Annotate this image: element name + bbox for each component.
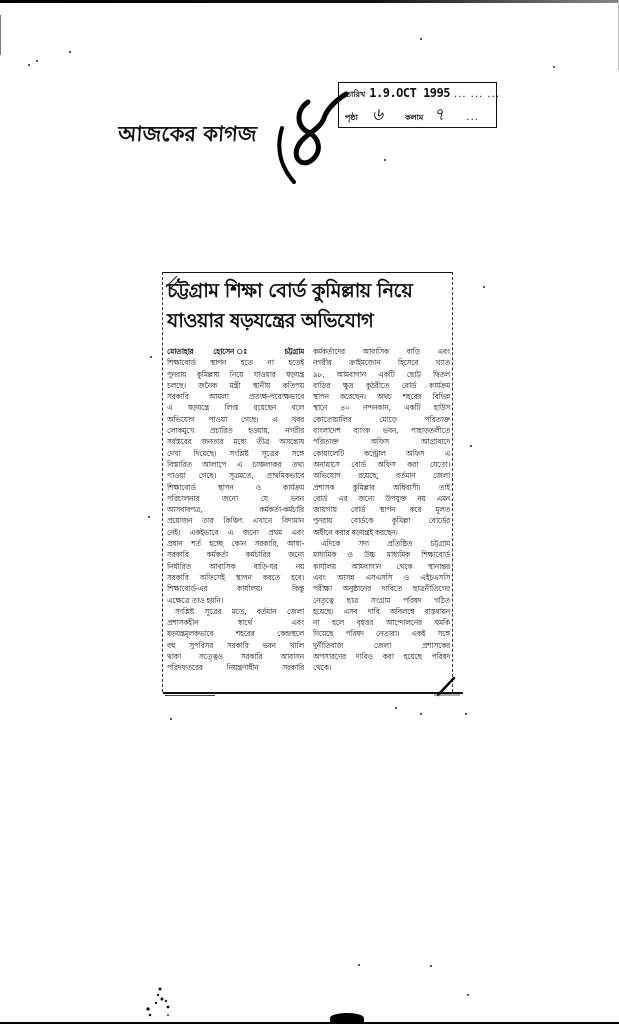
clipping-bottom-rule-secondary [165, 695, 215, 696]
article-line: পাওয়া গেছে। সূত্রমতে, প্রাথমিকভাবে [167, 471, 304, 481]
article-line: এক্ষেত্রে তাও হয়নি। [167, 595, 223, 605]
article-line: দেখা দিয়েছে। সংশ্লিষ্ট সূত্রের সঙ্গে [167, 448, 304, 458]
clipping-bottom-rule [163, 692, 463, 694]
scan-speck [395, 707, 397, 709]
scan-speck [430, 965, 432, 967]
scan-edge-left [0, 15, 1, 55]
article-line: অধীনে করার ষড়যন্ত্রই করছেন। [313, 527, 398, 537]
scan-speck [358, 964, 360, 966]
article-line: থেকে। [313, 663, 332, 673]
article-line: চলছে। জনৈক মন্ত্রী স্থানীয় কতিপয় [167, 380, 304, 390]
article-line: শিক্ষাবোর্ড স্থাপন ও কার্যক্রম [167, 482, 304, 492]
article-line: আসবাবপত্র, কর্মকর্তা-কর্মচারি [167, 505, 304, 515]
article-line: পরীক্ষা অনুষ্ঠানের দাবিতে ছাত্রনীতিগের [313, 584, 450, 594]
article-line: মোতাহার হোসেন ঃ চট্টগ্রাম [167, 347, 304, 356]
scan-edge-top [0, 0, 619, 3]
article-line: পরিদফতরের নিয়ন্ত্রণাধীন সরকারি [167, 663, 304, 673]
article-line: বাংলাদেশ ব্যাংক ভবন, পাহাড়তলীতে [313, 426, 450, 436]
scan-speck [170, 718, 172, 720]
article-line: সরকারি আমলা প্রত্যক্ষ-পরোক্ষভাবে [167, 392, 304, 402]
article-line: প্রশাসক কুমিল্লার অধিবাসী। তাই [313, 482, 450, 492]
article-line: এদিকে সদ্য প্রতিষ্ঠিত চট্টগ্রাম [321, 539, 450, 549]
article-line: জায়গায় বোর্ড স্থাপন করে মূলত [313, 505, 450, 515]
article-line: প্রশাসকহীন স্বার্থে এবং [167, 618, 304, 628]
stamp-page-value: ৬ [371, 105, 384, 125]
scan-smudge-icon [140, 985, 180, 1023]
article-line: নেই। একইভাবে এ জন্যে প্রথম এবং [167, 527, 304, 537]
scan-speck [470, 445, 472, 447]
headline-line-1: চট্টগ্রাম শিক্ষা বোর্ড কুমিল্লায় নিয়ে [167, 279, 413, 302]
article-headline [167, 276, 450, 336]
scan-speck [553, 66, 555, 68]
scan-speck [69, 51, 71, 53]
article-line: সরকারি কর্মকর্তা কর্মচারির জন্যে [167, 550, 304, 560]
article-line: প্রয়োজন তার কিঞ্চিৎ এখানে বিদ্যমান [167, 516, 304, 526]
article-line: অভিযোগ পাওয়া গেছে। এ খবর [167, 414, 304, 424]
article-line: এ ষড়যন্ত্রে লিপ্ত রয়েছেন বলে [167, 403, 304, 413]
scan-speck [467, 994, 469, 996]
stamp-column-label: কলাম [405, 113, 424, 122]
article-line: অপসারণের দাবিও করা হয়েছে পরিষদ [313, 652, 450, 662]
article-line: বোর্ড এর জন্যে উপযুক্ত নয় এমন [313, 493, 450, 503]
stamp-page-label: পৃষ্ঠা [345, 113, 358, 122]
article-line: কার্যালয় আমবাগান থেকে স্থানান্তর [313, 561, 450, 571]
handwritten-tick-icon [432, 675, 462, 697]
article-line: পুনরায় কুমিল্লায় নিয়ে যাওয়ার ষড়যন্ত্র [167, 369, 304, 379]
article-line: হয়েছে। এসব দাবি অবিলম্বে বাস্তবায়ন [313, 606, 450, 616]
article-line: পরিত্যক্ত অফিস আগ্রাবাদে [313, 437, 450, 447]
scan-speck [28, 64, 30, 66]
article-line: স্থানে ৪০ নন্দনকান, একটি হাউস [313, 403, 450, 413]
stamp-column-value: ৭ [433, 105, 445, 125]
article-line: এবং আসন্ন এসএসসি ও এইচএসসি [313, 572, 450, 582]
scan-speck [150, 356, 152, 358]
article-column-right [313, 346, 450, 674]
article-line: কোতোয়ালির মোড়ে পরিত্যক্ত [313, 414, 450, 424]
stamp-date-row [345, 86, 500, 102]
scan-speck [148, 516, 150, 518]
article-line: বাড়ির ক্ষুদ্র কুঠরীতে বোর্ড কার্যক্রম [313, 380, 450, 390]
article-line: স্থাপন করেছেন। অথচ শহরের বিভিন্ন [313, 392, 450, 402]
article-line: কর্মকর্তাদের আবাসিক বাড়ি এবং [313, 347, 450, 356]
newspaper-clipping [162, 272, 453, 692]
article-line: পরিচালনার জন্যে যে ভবন [167, 493, 304, 503]
article-line: সংশ্লিষ্ট সূত্রের মতে, বর্তমান জেলা [175, 606, 304, 616]
article-line: নির্ধারিত আবাসিক বাড়ি-ঘর নয় [167, 561, 304, 571]
article-line: শিক্ষাবোর্ড-এর কার্যালয়। কিন্তু [167, 584, 304, 594]
article-line: প্রধান শর্ত হচ্ছে কোন সরকারি, আধা- [167, 539, 304, 549]
clipping-stamp [338, 82, 500, 128]
article-line: সর্বস্তরের জনতার মধ্যে তীব্র অসন্তোষ [167, 437, 304, 447]
scan-speck [465, 713, 467, 715]
stamp-date-dots: ... ... ... [453, 89, 500, 100]
article-line: পুনরায় বোর্ডকে কুমিল্লা বোর্ডের [313, 516, 450, 526]
scan-speck [483, 286, 485, 288]
article-line: নগরীর ক্রাইমজোন হিসেবে খ্যাত [313, 358, 450, 368]
article-line: ৯৮, আমবাগান একটি ছোট্ট দ্বিতল [313, 369, 450, 379]
stamp-page-row [345, 107, 479, 125]
article-line: লোকমুখে প্রচারিত হওয়ায়, নগরীর [167, 426, 304, 436]
stamp-date-label: তারিখ [345, 90, 366, 99]
article-line: সরকারি অফিসেই স্থাপন করতে হবে। [167, 572, 304, 582]
newspaper-name: আজকের কাগজ [117, 121, 258, 146]
article-line: কোয়ালেটি কন্ট্রোল অফিস এ [313, 448, 450, 458]
article-line: বহু সুপরিসর সরকারি ভবন খালি [167, 640, 304, 650]
article-column-left [167, 346, 304, 674]
article-line: শিক্ষাবোর্ড স্থাপন হতে না হতেই [167, 358, 304, 368]
scan-speck [420, 38, 422, 40]
article-line: মাধ্যমিক ও উচ্চ মাধ্যমিক শিক্ষাবোর্ড [313, 550, 450, 560]
scan-speck [36, 60, 38, 62]
article-line: অনায়াসে বোর্ড অফিস করা যেতো। [313, 459, 450, 469]
scan-speck [420, 713, 422, 715]
article-line: থাকা সত্ত্বেও সরকারি আবাসন [167, 652, 304, 662]
article-line: দুর্নীতিবাজ জেলা প্রশাসকের [313, 640, 450, 650]
article-line: বিস্তারিত আলাপে এ চাঞ্চল্যকর তথ্য [167, 459, 304, 469]
article-line: দিয়েছে পরিষদ নেতারা। একই সঙ্গে [313, 629, 450, 639]
stamp-column-dots: ... [466, 112, 479, 123]
article-line: না হলে বৃহত্তর আন্দোলনের হুমকি [313, 618, 450, 628]
article-line: ষড়যন্ত্রমূলকভাবে শহরের কেন্দ্রস্থলে [167, 629, 304, 639]
scan-speck [384, 159, 386, 161]
headline-line-2: যাওয়ার ষড়যন্ত্রের অভিযোগ [167, 309, 374, 332]
article-line: নেতৃত্বে ছাত্র সংগ্রাম পরিষদ গঠিত [313, 595, 450, 605]
article-body [167, 346, 450, 674]
article-line: অভিযোগ রয়েছে, বর্তমান জেলা [313, 471, 450, 481]
stamp-date-value: 1.9.OCT 1995 [369, 86, 450, 100]
